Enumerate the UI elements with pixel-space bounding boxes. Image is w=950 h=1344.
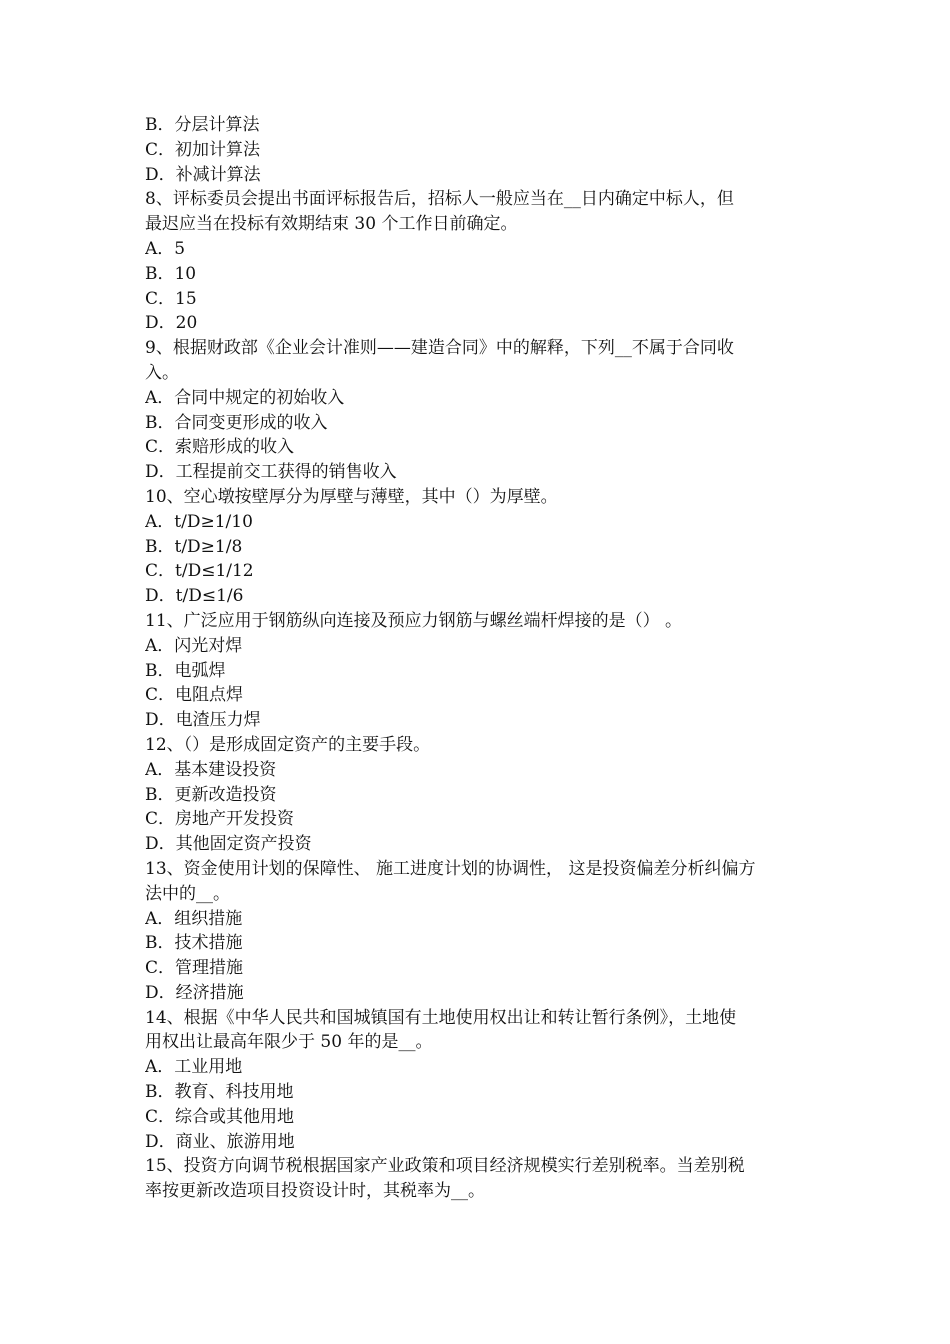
option-line: C．综合或其他用地 [145,1106,295,1127]
option-line: B．t/D≥1/8 [145,536,243,557]
option-line: A．t/D≥1/10 [145,511,253,532]
document-page [145,113,810,1204]
option-line: C．15 [145,288,197,309]
option-line: D．经济措施 [145,982,244,1003]
option-line: D．工程提前交工获得的销售收入 [145,462,397,483]
question-line: 最迟应当在投标有效期结束 30 个工作日前确定。 [145,214,518,235]
question-line: 入。 [145,362,179,383]
option-line: A．工业用地 [145,1057,243,1078]
option-line: C．t/D≤1/12 [145,561,254,582]
question-line: 9、根据财政部《企业会计准则——建造合同》中的解释，下列__不属于合同收 [145,338,734,359]
option-line: A．组织措施 [145,908,243,929]
option-line: A．闪光对焊 [145,635,243,656]
option-line: A．合同中规定的初始收入 [145,387,345,408]
option-line: B．技术措施 [145,933,243,954]
option-line: B．分层计算法 [145,115,260,135]
option-line: A．5 [145,238,186,259]
option-line: B．更新改造投资 [145,784,277,805]
question-line: 12、（）是形成固定资产的主要手段。 [145,734,431,755]
question-line: 8、评标委员会提出书面评标报告后，招标人一般应当在__日内确定中标人，但 [145,189,734,210]
option-line: D．补减计算法 [145,164,261,185]
option-line: B．电弧焊 [145,660,226,681]
question-line: 用权出让最高年限少于 50 年的是__。 [145,1032,433,1053]
option-line: D．电渣压力焊 [145,710,261,731]
option-line: D．20 [145,313,198,334]
option-line: C．房地产开发投资 [145,809,295,830]
option-line: B．10 [145,263,197,284]
option-line: D．商业、旅游用地 [145,1131,295,1152]
question-line: 法中的__。 [145,883,230,904]
question-line: 11、广泛应用于钢筋纵向连接及预应力钢筋与螺丝端杆焊接的是（） 。 [145,610,683,631]
question-line: 14、根据《中华人民共和国城镇国有土地使用权出让和转让暂行条例》，土地使 [145,1007,737,1028]
question-line: 率按更新改造项目投资设计时，其税率为__。 [145,1181,485,1202]
option-line: C．管理措施 [145,958,244,979]
option-line: D．其他固定资产投资 [145,834,312,855]
option-line: C．索赔形成的收入 [145,437,295,458]
option-line: A．基本建设投资 [145,759,277,780]
option-line: D．t/D≤1/6 [145,586,244,607]
option-line: C．电阻点焊 [145,685,244,706]
question-line: 10、空心墩按壁厚分为厚壁与薄壁，其中（）为厚壁。 [145,486,558,507]
option-line: B．教育、科技用地 [145,1082,294,1103]
option-line: C．初加计算法 [145,139,261,160]
question-line: 15、投资方向调节税根据国家产业政策和项目经济规模实行差别税率。当差别税 [145,1156,745,1177]
question-line: 13、资金使用计划的保障性、 施工进度计划的协调性， 这是投资偏差分析纠偏方 [145,858,756,879]
option-line: B．合同变更形成的收入 [145,412,328,433]
